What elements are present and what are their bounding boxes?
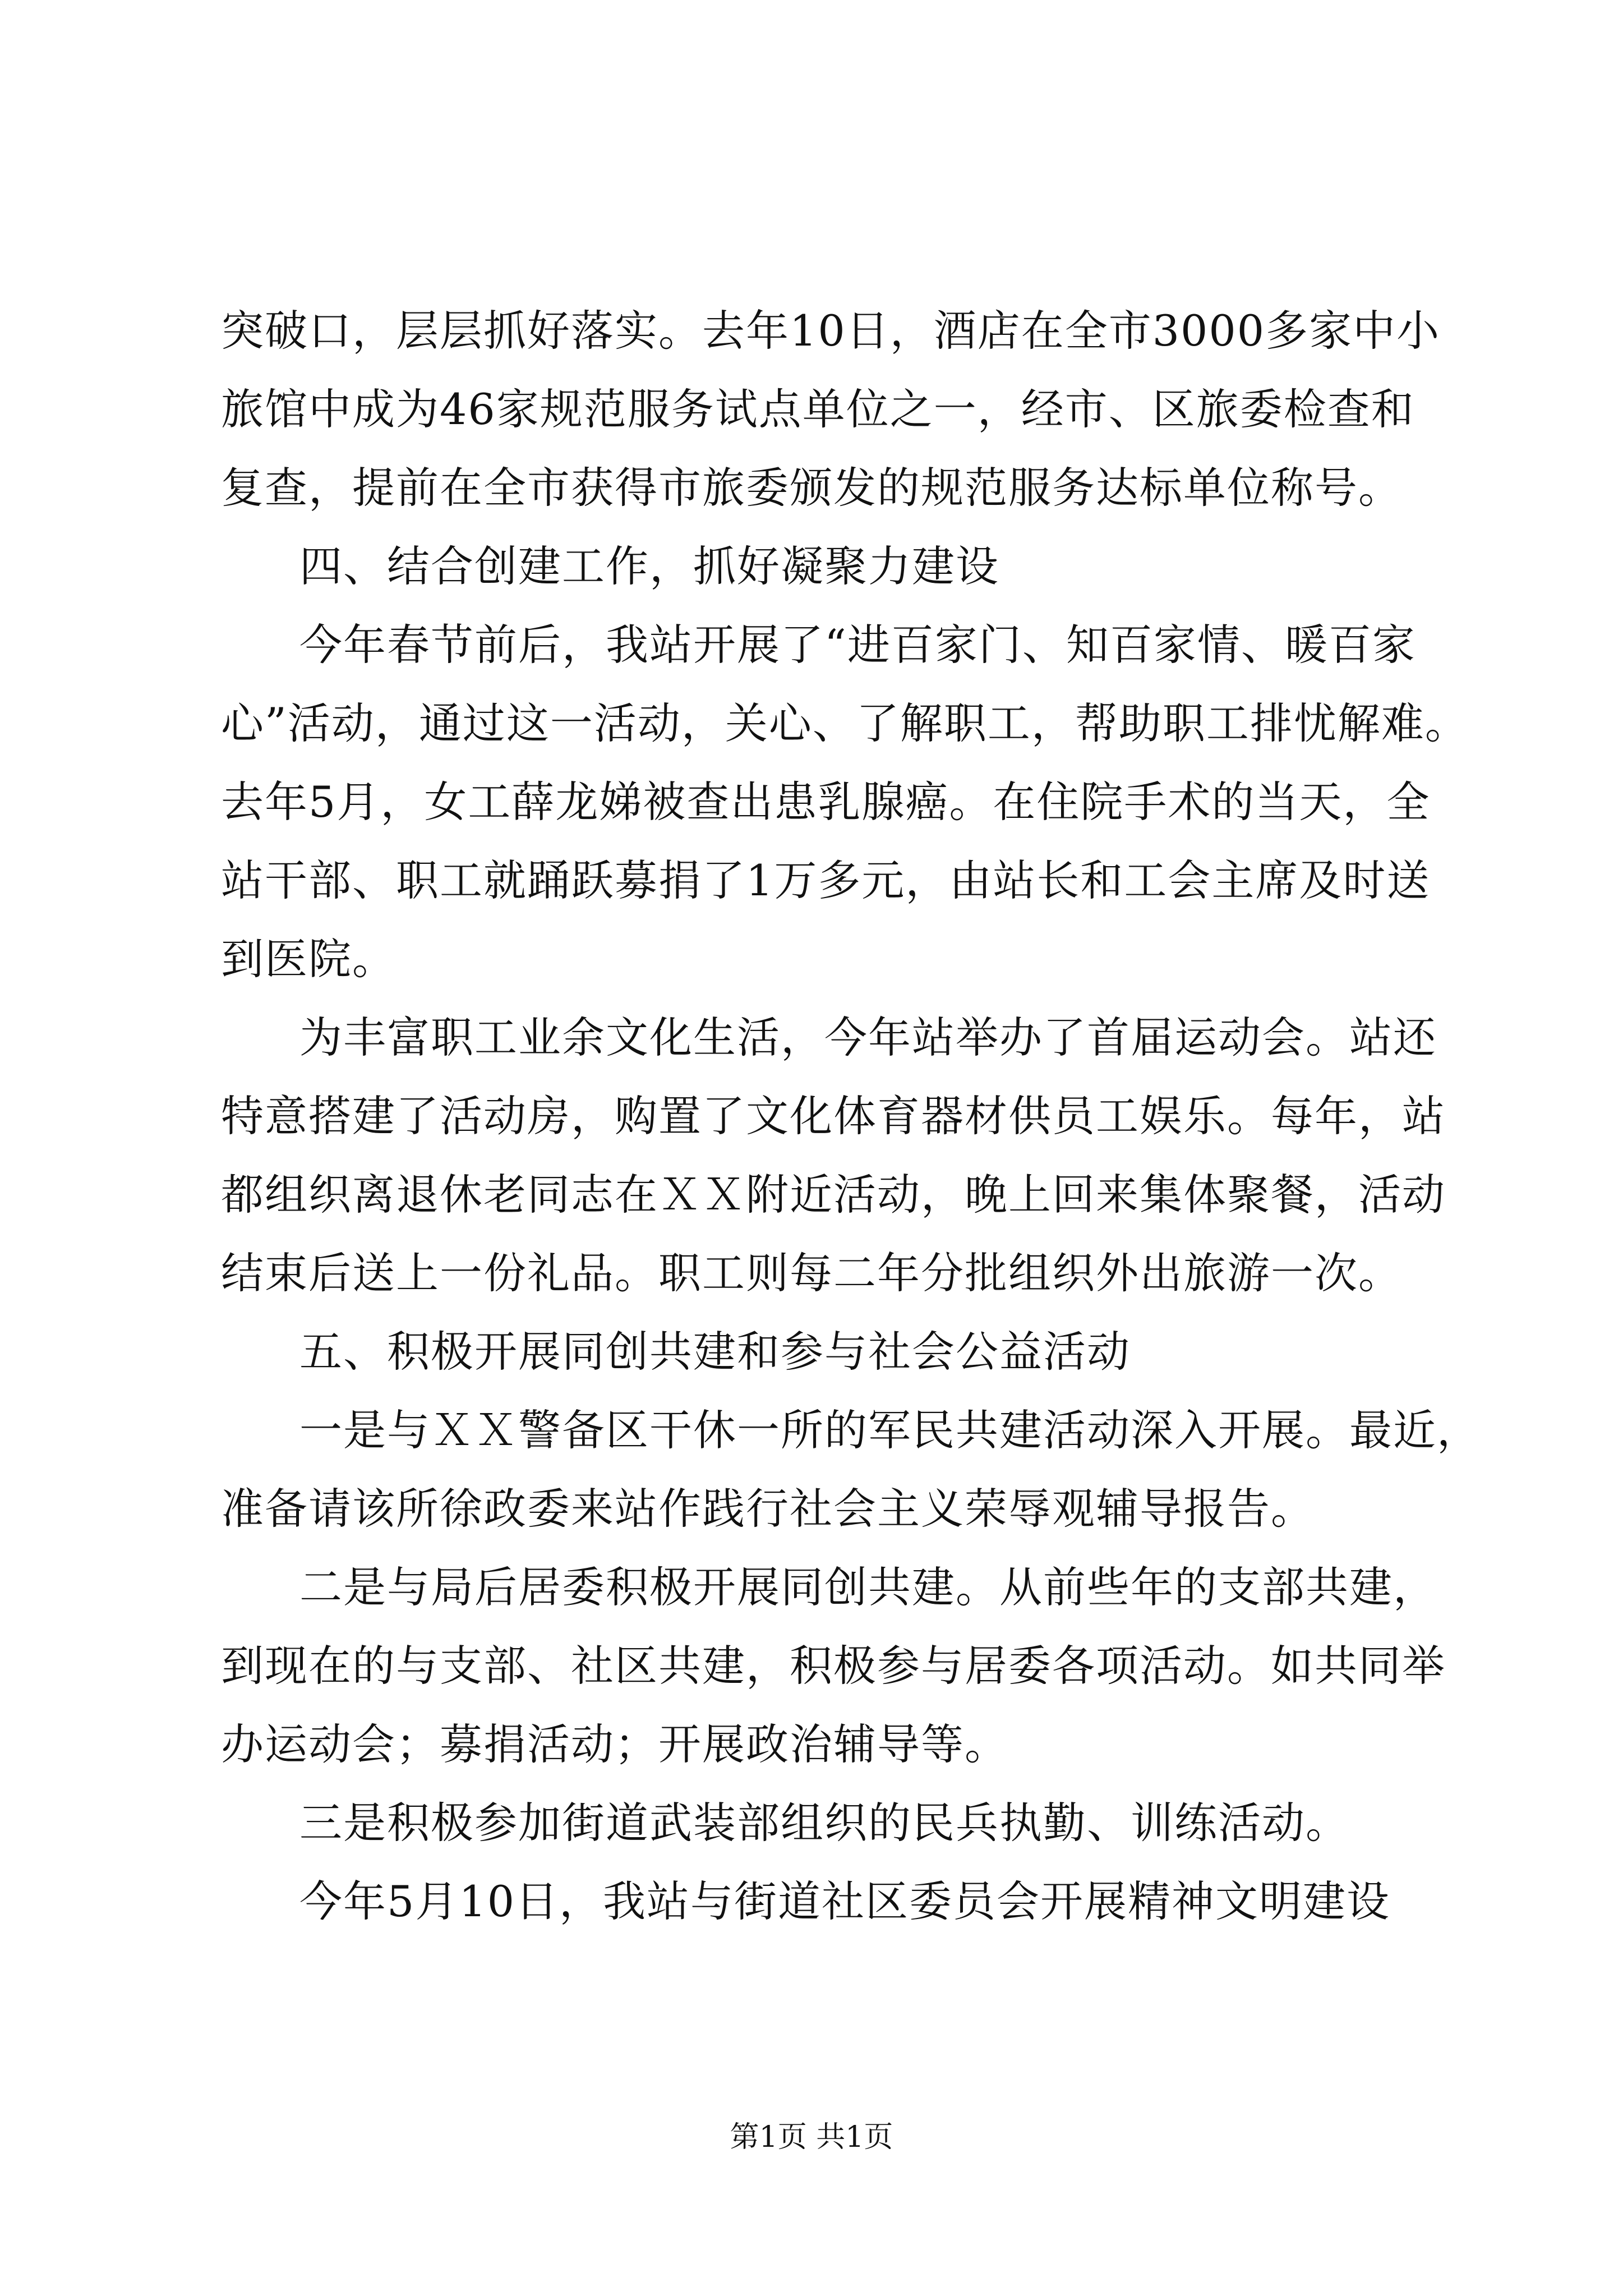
text-line: 突破口，层层抓好落实。去年10日，酒店在全市3000多家中小 bbox=[221, 306, 1441, 356]
text-line: 站干部、职工就踊跃募捐了1万多元，由站长和工会主席及时送 bbox=[221, 855, 1431, 905]
text-line: 二是与局后居委积极开展同创共建。从前些年的支部共建， bbox=[299, 1562, 1437, 1612]
text-line: 四、结合创建工作，抓好凝聚力建设 bbox=[299, 541, 999, 591]
text-line: 旅馆中成为46家规范服务试点单位之一，经市、区旅委检查和 bbox=[221, 384, 1415, 434]
page-footer: 第1页 共1页 bbox=[730, 2120, 893, 2154]
text-line: 结束后送上一份礼品。职工则每二年分批组织外出旅游一次。 bbox=[221, 1248, 1402, 1298]
text-line: 三是积极参加街道武装部组织的民兵执勤、训练活动。 bbox=[299, 1798, 1349, 1848]
text-line: 准备请该所徐政委来站作践行社会主义荣辱观辅导报告。 bbox=[221, 1484, 1315, 1534]
text-line: 特意搭建了活动房，购置了文化体育器材供员工娱乐。每年，站 bbox=[221, 1091, 1446, 1141]
text-line: 今年5月10日，我站与街道社区委员会开展精神文明建设 bbox=[299, 1876, 1391, 1926]
text-line: 去年5月，女工薛龙娣被查出患乳腺癌。在住院手术的当天，全 bbox=[221, 777, 1431, 827]
text-line: 今年春节前后，我站开展了“进百家门、知百家情、暖百家 bbox=[299, 620, 1416, 670]
text-line: 为丰富职工业余文化生活，今年站举办了首届运动会。站还 bbox=[299, 1013, 1437, 1062]
text-line: 五、积极开展同创共建和参与社会公益活动 bbox=[299, 1327, 1131, 1377]
text-line: 都组织离退休老同志在ＸＸ附近活动，晚上回来集体聚餐，活动 bbox=[221, 1170, 1446, 1220]
text-line: 复查，提前在全市获得市旅委颁发的规范服务达标单位称号。 bbox=[221, 463, 1402, 513]
text-line: 一是与ＸＸ警备区干休一所的军民共建活动深入开展。最近， bbox=[299, 1405, 1481, 1455]
text-line: 到医院。 bbox=[221, 934, 396, 984]
text-line: 办运动会；募捐活动；开展政治辅导等。 bbox=[221, 1719, 1008, 1769]
text-line: 心”活动，通过这一活动，关心、了解职工，帮助职工排忧解难。 bbox=[221, 698, 1469, 748]
text-line: 到现在的与支部、社区共建，积极参与居委各项活动。如共同举 bbox=[221, 1641, 1446, 1691]
